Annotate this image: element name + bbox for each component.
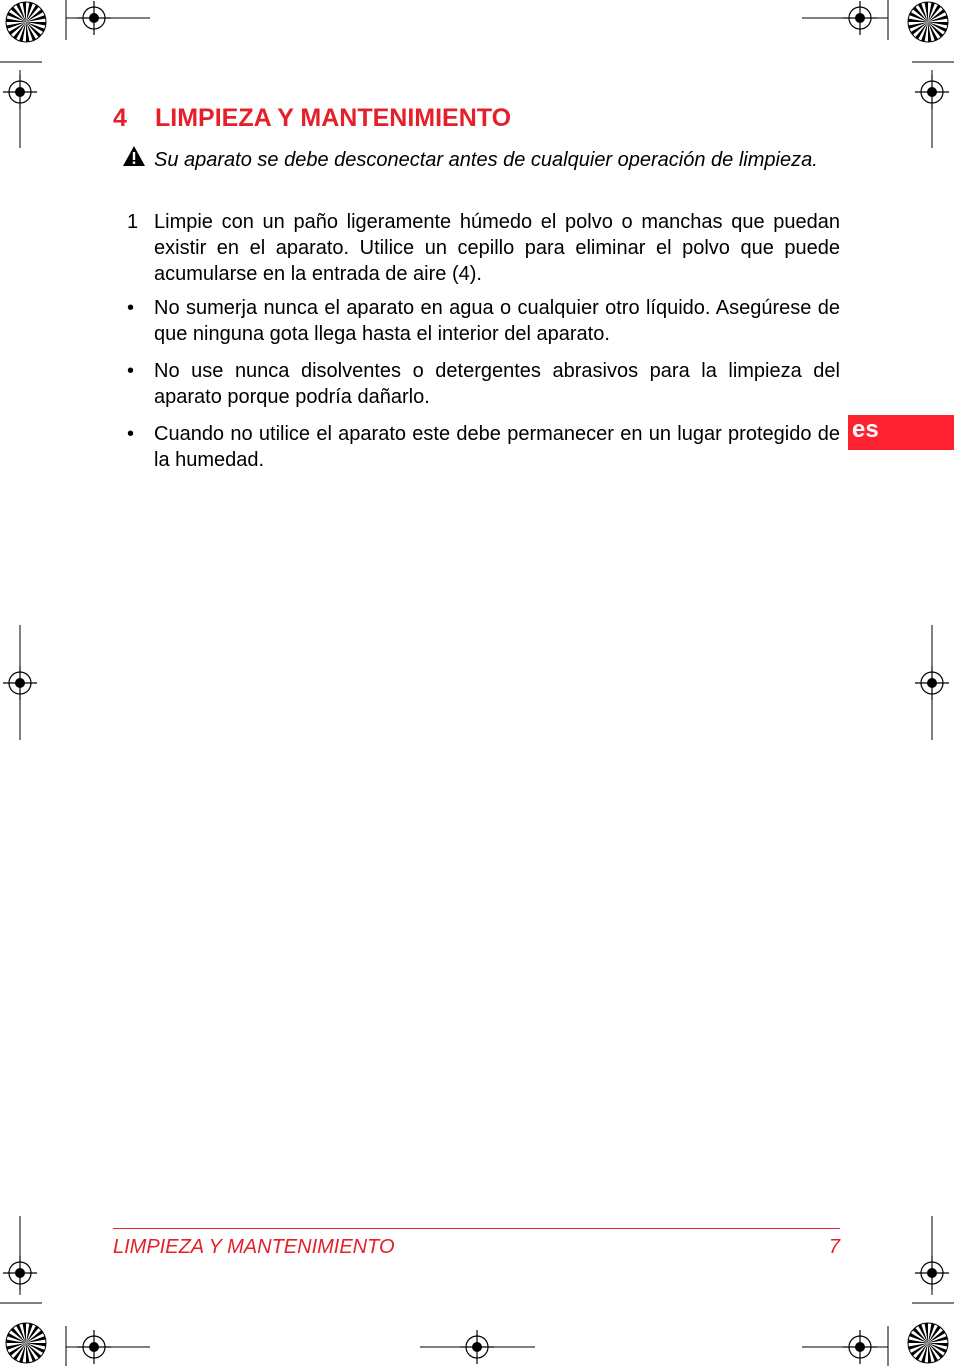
starburst-mark-icon xyxy=(6,2,46,42)
crosshair-mark-icon xyxy=(77,1330,111,1364)
language-tab: es xyxy=(848,415,954,450)
footer-rule xyxy=(113,1228,840,1229)
starburst-mark-icon xyxy=(908,2,948,42)
list-marker: • xyxy=(127,423,135,445)
warning-text: Su aparato se debe desconectar antes de cualquier operación de limpieza. xyxy=(154,149,818,171)
crosshair-mark-icon xyxy=(843,1,877,35)
crosshair-mark-icon xyxy=(460,1330,494,1364)
list-item: Limpie con un paño ligeramente húmedo el polvo o manchas que puedan existir en el aparato. Utilice un cepillo para eliminar el polvo que puede acumularse en la entrada de aire (4). xyxy=(154,211,840,285)
section-title: LIMPIEZA Y MANTENIMIENTO xyxy=(155,104,512,132)
crosshair-mark-icon xyxy=(3,666,37,700)
list-item: Cuando no utilice el aparato este debe permanecer en un lugar protegido de la humedad. xyxy=(154,423,840,471)
starburst-mark-icon xyxy=(6,1323,46,1363)
crosshair-mark-icon xyxy=(3,1256,37,1290)
list-marker: 1 xyxy=(127,211,139,233)
list-item: No sumerja nunca el aparato en agua o cualquier otro líquido. Asegúrese de que ninguna gota llega hasta el interior del aparato. xyxy=(154,297,840,345)
section-heading xyxy=(113,104,511,133)
footer-title: LIMPIEZA Y MANTENIMIENTO xyxy=(113,1236,395,1258)
crosshair-mark-icon xyxy=(3,75,37,109)
crosshair-mark-icon xyxy=(843,1330,877,1364)
list-marker: • xyxy=(127,297,135,319)
crosshair-mark-icon xyxy=(77,1,111,35)
starburst-mark-icon xyxy=(908,1323,948,1363)
list-item: No use nunca disolventes o detergentes abrasivos para la limpieza del aparato porque podría dañarlo. xyxy=(154,360,840,408)
list-marker: • xyxy=(127,360,135,382)
crosshair-mark-icon xyxy=(915,75,949,109)
section-number: 4 xyxy=(113,104,127,132)
crosshair-mark-icon xyxy=(915,666,949,700)
page-number: 7 xyxy=(828,1236,840,1258)
warning-triangle-icon xyxy=(122,145,146,167)
crosshair-mark-icon xyxy=(915,1256,949,1290)
